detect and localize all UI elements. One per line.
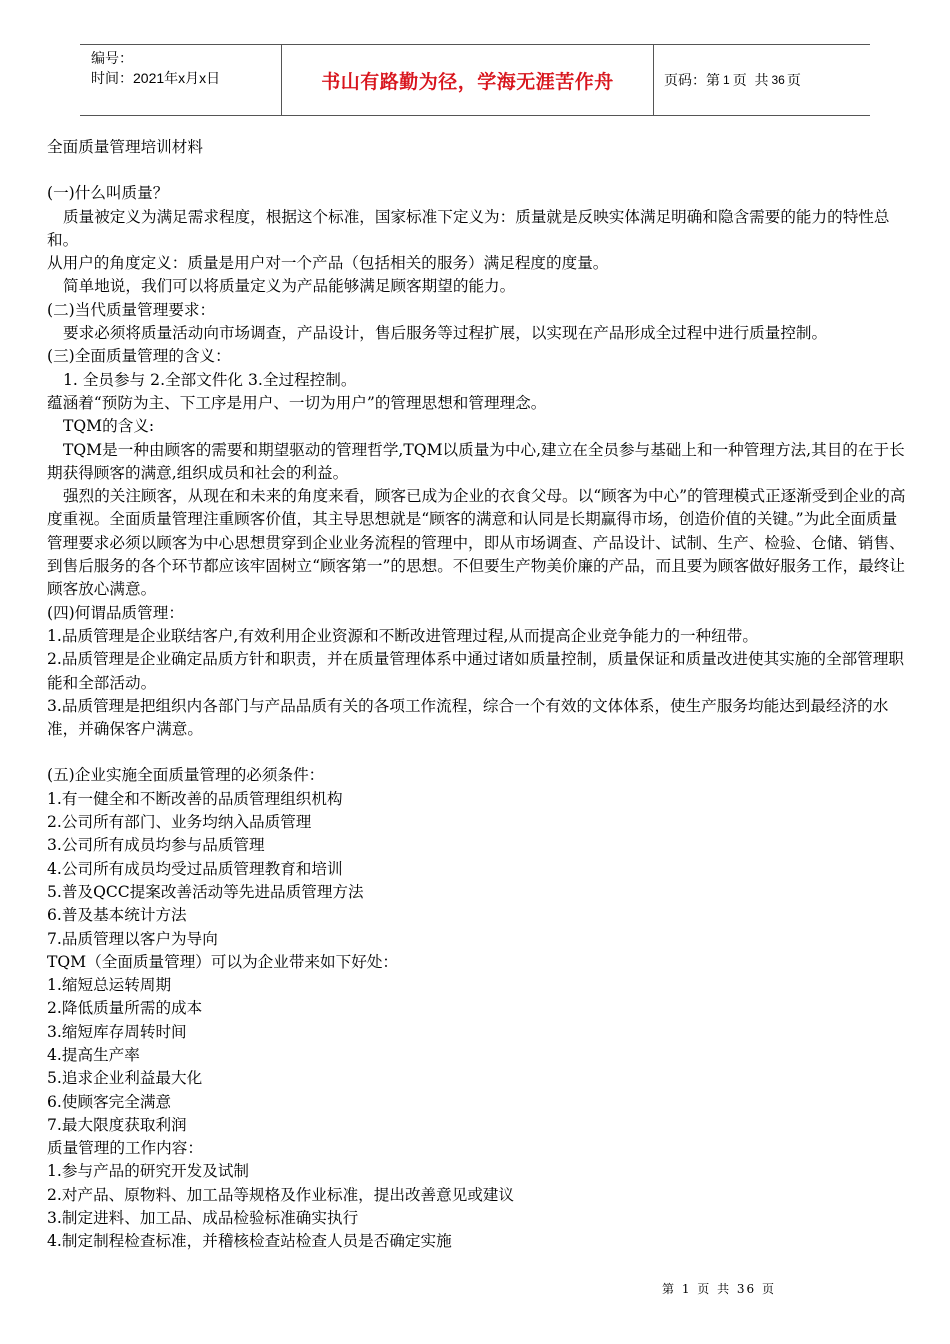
section-3-list-line: 1. 全员参与 2.全部文件化 3.全过程控制。 xyxy=(63,370,357,389)
list-item: 3.缩短库存周转时间 xyxy=(47,1022,187,1041)
section-3-paragraph-4: TQM是一种由顾客的需要和期望驱动的管理哲学,TQM以质量为中心,建立在全员参与基础上和一种管理方法,其目的在于长期获得顾客的满意,组织成员和社会的利益。 xyxy=(47,440,905,482)
section-1-paragraph-3: 简单地说，我们可以将质量定义为产品能够满足顾客期望的能力。 xyxy=(63,277,516,296)
list-item: 1.有一健全和不断改善的品质管理组织机构 xyxy=(47,789,343,808)
spacer xyxy=(47,741,907,764)
section-6-heading: TQM（全面质量管理）可以为企业带来如下好处： xyxy=(47,952,399,971)
page-total: 36 xyxy=(771,73,785,87)
list-item: 1.品质管理是企业联结客户,有效利用企业资源和不断改进管理过程,从而提高企业竞争能力的一种纽带。 xyxy=(47,626,758,645)
document-time-label: 时间：2021年x月x日 xyxy=(91,70,221,86)
list-item: 1.参与产品的研究开发及试制 xyxy=(47,1162,250,1181)
section-3-heading: (三)全面质量管理的含义： xyxy=(47,347,231,366)
section-1-heading: (一)什么叫质量？ xyxy=(47,184,169,203)
header-meta-cell xyxy=(80,45,282,115)
list-item: 3.公司所有成员均参与品质管理 xyxy=(47,836,265,855)
section-1-paragraph-2: 从用户的角度定义：质量是用户对一个产品（包括相关的服务）满足程度的度量。 xyxy=(47,254,609,273)
section-2-heading: (二)当代质量管理要求： xyxy=(47,300,216,319)
page-end-label: 页 xyxy=(786,72,801,88)
header-page-info xyxy=(654,45,870,115)
list-item: 3.品质管理是把组织内各部门与产品品质有关的各项工作流程，综合一个有效的文体体系，使生产服务均能达到最经济的水准，并确保客户满意。 xyxy=(47,696,889,739)
list-item: 3.制定进料、加工品、成品检验标准确实执行 xyxy=(47,1209,359,1228)
list-item: 4.提高生产率 xyxy=(47,1045,140,1064)
list-item: 2.对产品、原物料、加工品等规格及作业标准，提出改善意见或建议 xyxy=(47,1185,515,1204)
document-title: 全面质量管理培训材料 xyxy=(47,138,203,156)
list-item: 1.缩短总运转周期 xyxy=(47,976,172,995)
section-2-paragraph-1: 要求必须将质量活动向市场调查，产品设计，售后服务等过程扩展，以实现在产品形成全过程中进行质量控制。 xyxy=(63,324,828,343)
document-number-label: 编号： xyxy=(91,50,133,66)
list-item: 2.公司所有部门、业务均纳入品质管理 xyxy=(47,813,312,832)
section-3-paragraph-5: 强烈的关注顾客，从现在和未来的角度来看，顾客已成为企业的衣食父母。以“顾客为中心”的管理模式正逐渐受到企业的高度重视。全面质量管理注重顾客价值，其主导思想就是“顾客的满意和认同是长期赢得市场，创造价值的关键。”为此全面质量管理要求必须以顾客为中心思想贯穿到企业业务流程的管理中，即从市场调查、产品设计、试制、生产、检验、仓储、销售、到售后服务的各个环节都应该牢固树立“顾客第一”的思想。不但要生产物美价廉的产品，而且要为顾客做好服务工作，最终让顾客放心满意。 xyxy=(47,487,906,599)
page-header xyxy=(80,44,870,116)
page-mid-label: 页 共 xyxy=(732,72,769,88)
section-1-paragraph-1: 质量被定义为满足需求程度，根据这个标准，国家标准下定义为：质量就是反映实体满足明确和隐含需要的能力的特性总和。 xyxy=(47,207,890,249)
page-footer: 第 1 页 共 36 页 xyxy=(662,1282,776,1296)
section-5-heading: (五)企业实施全面质量管理的必须条件： xyxy=(47,766,325,785)
section-3-tqm-label: TQM的含义: xyxy=(63,417,155,436)
section-7-heading: 质量管理的工作内容： xyxy=(47,1139,203,1158)
list-item: 6.普及基本统计方法 xyxy=(47,906,187,925)
document-body xyxy=(47,136,907,1254)
list-item: 7.最大限度获取利润 xyxy=(47,1115,187,1134)
list-item: 4.公司所有成员均受过品质管理教育和培训 xyxy=(47,859,343,878)
list-item: 6.使顾客完全满意 xyxy=(47,1092,172,1111)
list-item: 7.品质管理以客户为导向 xyxy=(47,929,218,948)
list-item: 5.追求企业利益最大化 xyxy=(47,1069,203,1088)
page-label: 页码：第 xyxy=(664,72,720,88)
list-item: 2.品质管理是企业确定品质方针和职责，并在质量管理体系中通过诸如质量控制，质量保证和质量改进使其实施的全部管理职能和全部活动。 xyxy=(47,650,904,692)
header-motto: 书山有路勤为径，学海无涯苦作舟 xyxy=(282,45,654,115)
list-item: 4.制定制程检查标准，并稽核检查站检查人员是否确定实施 xyxy=(47,1232,452,1251)
section-4-heading: (四)何谓品质管理： xyxy=(47,603,184,622)
list-item: 2.降低质量所需的成本 xyxy=(47,999,203,1018)
page-number: 1 xyxy=(723,73,730,87)
section-3-paragraph-2: 蕴涵着“预防为主、下工序是用户、一切为用户”的管理思想和管理理念。 xyxy=(47,393,547,412)
list-item: 5.普及QCC提案改善活动等先进品质管理方法 xyxy=(47,882,364,901)
